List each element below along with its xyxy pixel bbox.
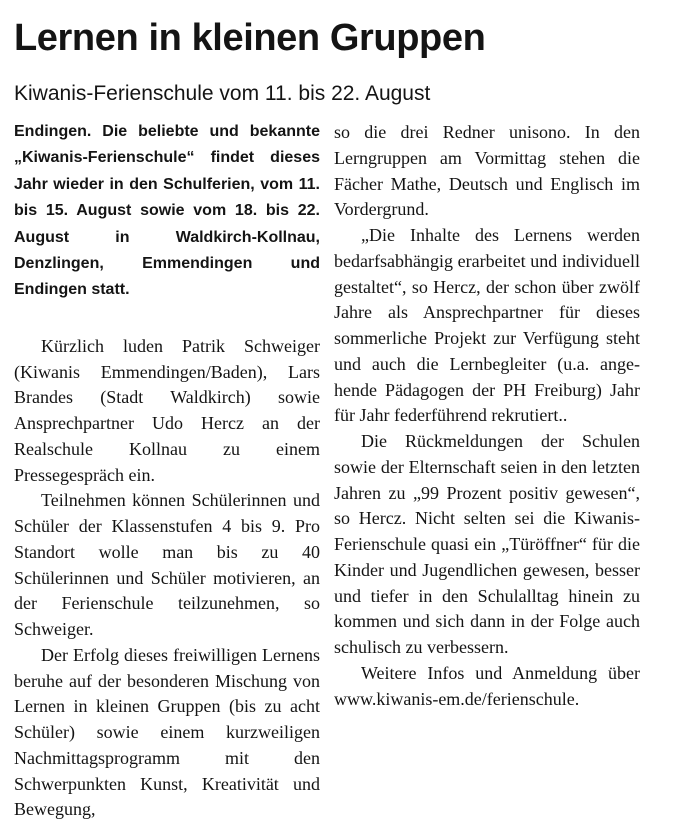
column-left xyxy=(14,119,320,823)
paragraph-6: Weitere Infos und Anmeldung über www.kiwanis-em.de/ferienschule. xyxy=(334,662,640,709)
lead-spacer xyxy=(14,304,320,334)
column-right xyxy=(334,120,640,712)
paragraph-3: Der Erfolg dieses freiwilligen Lernens beruhe auf der besonderen Mischung von Lernen in kleinen Gruppen (bis zu acht Schüler) sowie einem kurzweiligen Nachmittagsprogramm mit den Schwerpunkten Kunst, Kreativität und Bewegung, xyxy=(14,644,320,820)
paragraph-3-continued: so die drei Redner unisono. In den Lerngruppen am Vormittag stehen die Fächer Mathe, Deutsch und Englisch im Vordergrund. xyxy=(334,122,640,220)
paragraph-5: Die Rückmeldungen der Schulen sowie der Elternschaft seien in den letzten Jahren zu „99 Prozent positiv gewesen“, so Hercz. Nicht selten sei die Kiwanis-Ferienschule quasi ein „Türöffner“ für die Kinder und Jugendlichen gewesen, besser und tiefer in den Schulalltag hinein zu kommen und sich dann in der Folge auch schulisch zu verbessern. xyxy=(334,431,640,657)
subheadline: Kiwanis-Ferienschule vom 11. bis 22. August xyxy=(14,82,431,105)
lead-paragraph: Endingen. Die beliebte und bekannte „Kiwanis-Ferienschule“ findet dieses Jahr wieder in den Schulferien, vom 11. bis 15. August sowie vom 18. bis 22. August in Waldkirch-Kollnau, Denzlingen, Emmendingen und Endingen statt. xyxy=(14,123,320,299)
paragraph-2: Teilnehmen können Schülerinnen und Schüler der Klassenstufen 4 bis 9. Pro Standort wolle man bis zu 40 Schülerinnen und Schüler motivieren, an der Ferienschule teilzunehmen, so Schweiger. xyxy=(14,490,320,640)
paragraph-1: Kürzlich luden Patrik Schweiger (Kiwanis Emmendingen/Baden), Lars Brandes (Stadt Waldkirch) sowie Ansprechpartner Udo Hercz an der Realschule Kollnau zu einem Pressegespräch ein. xyxy=(14,335,320,485)
paragraph-4: „Die Inhalte des Lernens werden bedarfsabhängig erarbeitet und individuell gestaltet“, so Hercz, der schon über zwölf Jahre als Ansprechpartner für dieses sommerliche Projekt zur Verfügung steht und auch die Lernbegleiter (u.a. angehende Pädagogen der PH Freiburg) Jahr für Jahr federführend rekrutiert.. xyxy=(334,225,640,426)
headline: Lernen in kleinen Gruppen xyxy=(14,17,486,59)
